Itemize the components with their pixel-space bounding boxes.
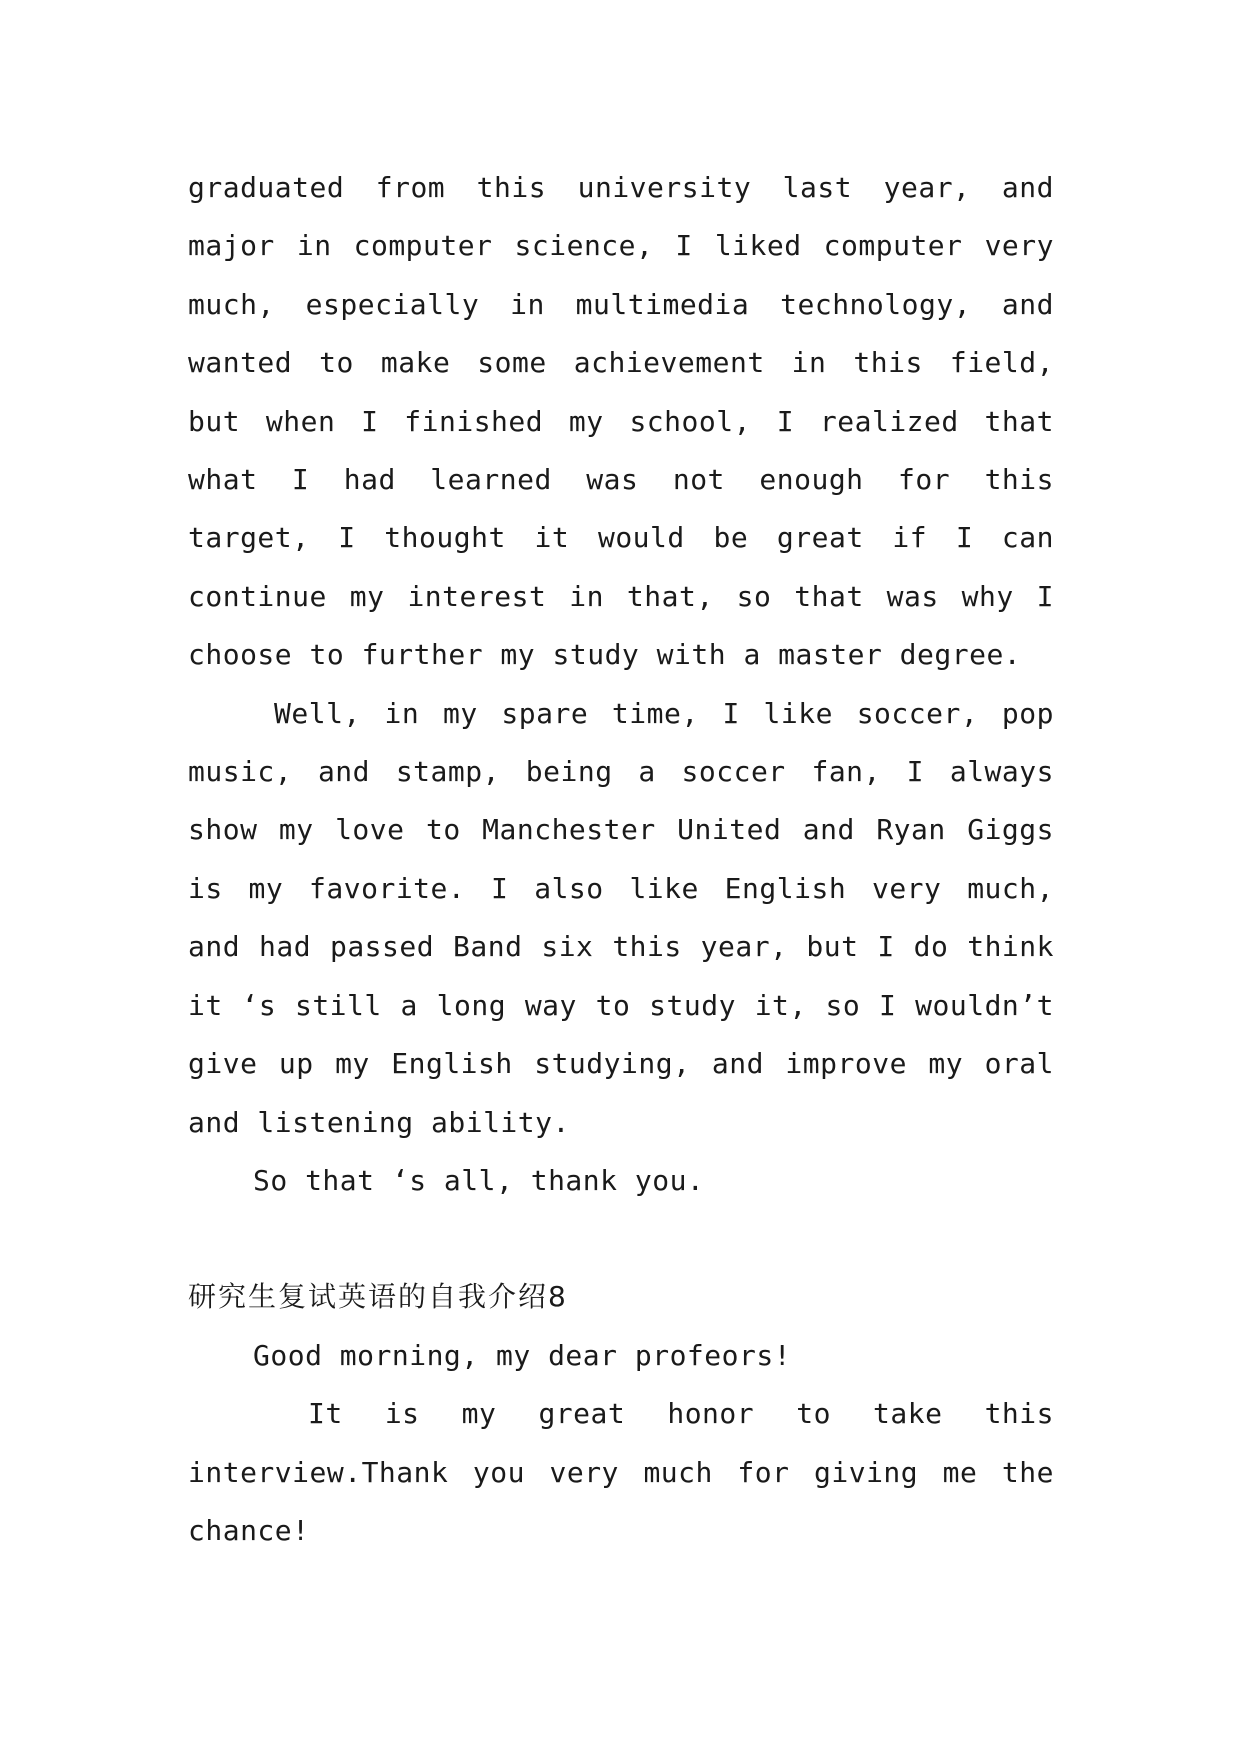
document-body	[188, 159, 1054, 1560]
paragraph-intro: It is my great honor to take this interview.Thank you very much for giving me the chance!	[188, 1397, 1054, 1547]
paragraph-greeting: Good morning, my dear profeors!	[253, 1338, 792, 1372]
paragraph-closing: So that ‘s all, thank you.	[253, 1163, 705, 1197]
paragraph-education: graduated from this university last year, and major in computer science, I liked computer very much, especially in multimedia technology, and wanted to make some achievement in this field, but when I finished my school, I realized that what I had learned was not enough for this target, I thought it would be great if I can continue my interest in that, so that was why I choose to further my study with a master degree.	[188, 171, 1054, 672]
paragraph-hobbies: Well, in my spare time, I like soccer, pop music, and stamp, being a soccer fan, I always show my love to Manchester United and Ryan Giggs is my favorite. I also like English very much, and had passed Band six this year, but I do think it ‘s still a long way to study it, so I wouldn’t give up my English studying, and improve my oral and listening ability.	[188, 696, 1054, 1139]
section-heading: 研究生复试英语的自我介绍8	[188, 1280, 568, 1314]
